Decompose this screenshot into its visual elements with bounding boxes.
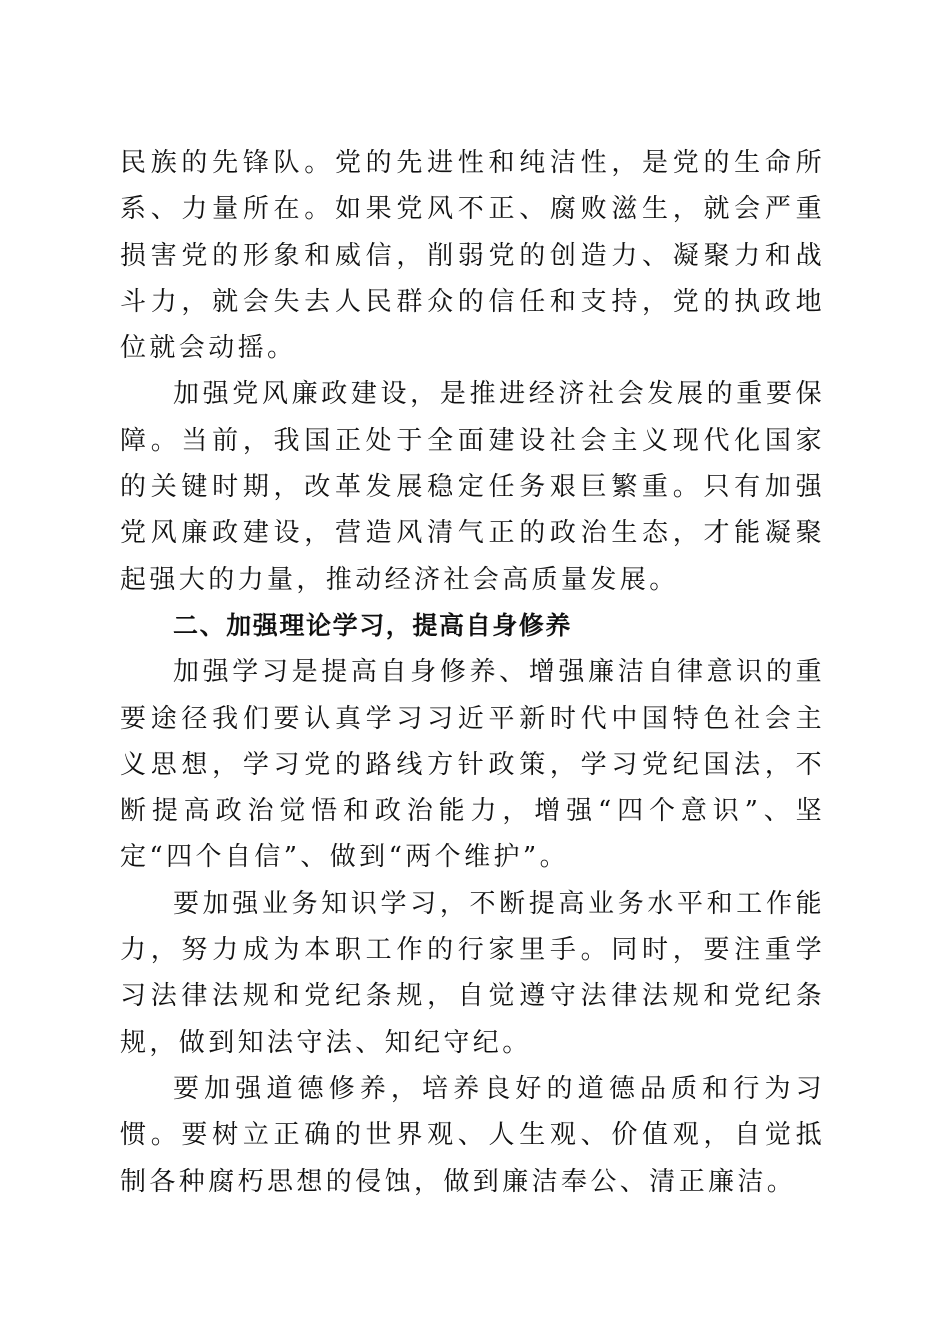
- section-heading: 二、加强理论学习，提高自身修养: [173, 610, 573, 640]
- paragraph: 要加强道德修养，培养良好的道德品质和行为习惯。要树立正确的世界观、人生观、价值观，自觉抵制各种腐朽思想的侵蚀，做到廉洁奉公、清正廉洁。: [120, 1073, 825, 1197]
- paragraph: 加强党风廉政建设，是推进经济社会发展的重要保障。当前，我国正处于全面建设社会主义现代化国家的关键时期，改革发展稳定任务艰巨繁重。只有加强党风廉政建设，营造风清气正的政治生态，才能凝聚起强大的力量，推动经济社会高质量发展。: [120, 379, 825, 595]
- paragraph: 要加强业务知识学习，不断提高业务水平和工作能力，努力成为本职工作的行家里手。同时，要注重学习法律法规和党纪条规，自觉遵守法律法规和党纪条规，做到知法守法、知纪守纪。: [120, 888, 825, 1058]
- paragraph: 加强学习是提高自身修养、增强廉洁自律意识的重要途径我们要认真学习习近平新时代中国特色社会主义思想，学习党的路线方针政策，学习党纪国法，不断提高政治觉悟和政治能力，增强“四个意识”、坚定“四个自信”、做到“两个维护”。: [120, 657, 825, 873]
- paragraph-continuation: 民族的先锋队。党的先进性和纯洁性，是党的生命所系、力量所在。如果党风不正、腐败滋生，就会严重损害党的形象和威信，削弱党的创造力、凝聚力和战斗力，就会失去人民群众的信任和支持，党的执政地位就会动摇。: [120, 148, 825, 364]
- document-page: [120, 140, 825, 1205]
